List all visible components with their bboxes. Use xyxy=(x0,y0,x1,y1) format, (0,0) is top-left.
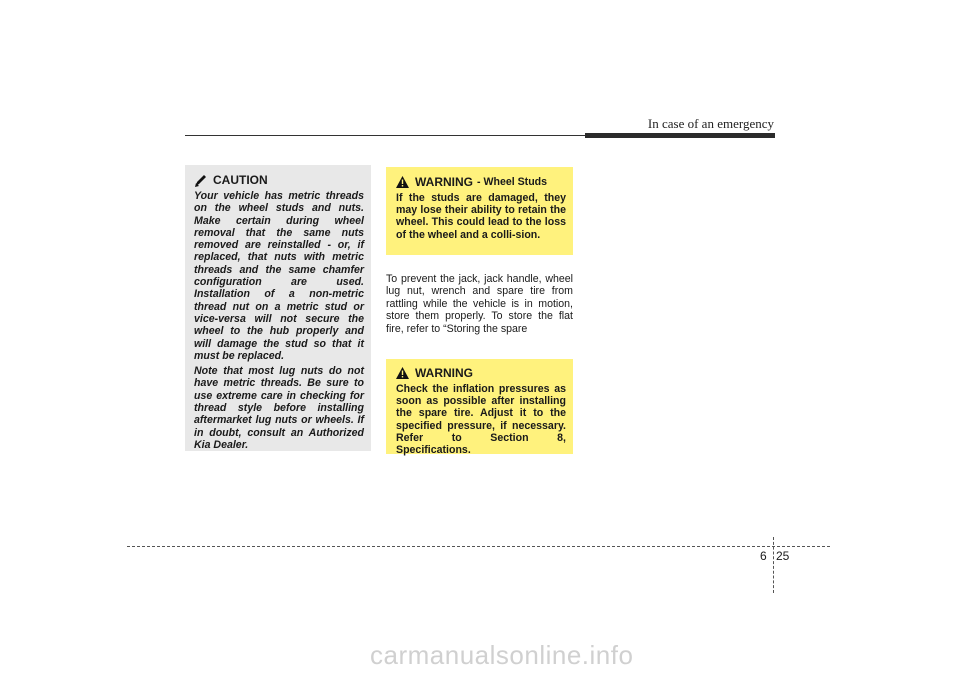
caution-paragraph: Your vehicle has metric threads on the wheel studs and nuts. Make certain during wheel removal that the same nuts removed are reinstalled - or, if replaced, that nuts with metric threads and the same chamfer configuration are used. Installation of a non-metric thread nut on a metric stud or vice-versa will not secure the wheel to the hub properly and will damage the stud so that it must be replaced. xyxy=(194,190,364,362)
warning-triangle-icon xyxy=(396,367,409,379)
warning-subtitle: - Wheel Studs xyxy=(477,176,548,188)
page-number: 25 xyxy=(776,549,790,563)
warning-box-inflation xyxy=(386,359,573,457)
body-paragraph: To prevent the jack, jack handle, wheel lug nut, wrench and spare tire from rattling while the vehicle is in motion, store them properly. To store the flat fire, refer to “Storing the spare xyxy=(386,273,573,335)
warning-box-wheel-studs xyxy=(386,167,573,255)
footer-rule xyxy=(127,546,830,547)
pencil-icon xyxy=(194,173,208,187)
warning-heading xyxy=(396,366,566,380)
warning-title: WARNING xyxy=(415,366,473,380)
warning-triangle-icon xyxy=(396,176,409,188)
caution-heading xyxy=(194,173,364,187)
caution-box xyxy=(185,165,371,451)
chapter-number: 6 xyxy=(760,549,767,563)
watermark: carmanualsonline.info xyxy=(370,640,634,670)
warning-title: WARNING xyxy=(415,175,473,189)
caution-title: CAUTION xyxy=(213,173,268,187)
warning-text: If the studs are damaged, they may lose their ability to retain the wheel. This could lead to the loss of the wheel and a colli-sion. xyxy=(396,192,566,241)
section-title: In case of an emergency xyxy=(647,116,774,131)
page-number-divider xyxy=(773,537,774,593)
header-rule-bold xyxy=(585,133,775,138)
warning-text: Check the inflation pressures as soon as possible after installing the spare tire. Adjust it to the specified pressure, if necessary. Refer to Section 8, Specifications. xyxy=(396,383,566,457)
caution-paragraph: Note that most lug nuts do not have metric threads. Be sure to use extreme care in checking for thread style before installing aftermarket lug nuts or wheels. If in doubt, consult an Authorized Kia Dealer. xyxy=(194,365,364,451)
warning-heading xyxy=(396,175,566,189)
